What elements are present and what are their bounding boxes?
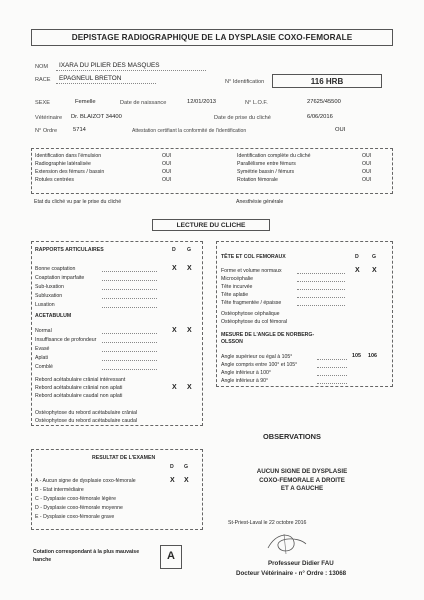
norberg-item-0: Angle supérieur ou égal à 105° xyxy=(221,354,293,360)
tete-osteo-1: Ostéophytose du col fémoral xyxy=(221,319,288,325)
attest-label: Attestation certifiant la conformité de l'identification xyxy=(132,128,247,134)
rapports-item-0-d: X xyxy=(172,265,177,272)
result-item-0-d: X xyxy=(170,477,175,484)
tete-osteo-0: Ostéophytose céphalique xyxy=(221,311,280,317)
ordre-value: 5714 xyxy=(73,127,86,133)
rapports-item-4: Luxation xyxy=(35,302,55,308)
cotation-label: Cotation correspondant à la plus mauvaise hanche xyxy=(33,549,140,563)
signer-name: Professeur Didier FAU xyxy=(268,560,334,567)
check-left-1: Radiographie latéralisée xyxy=(35,161,91,167)
attest-value: OUI xyxy=(335,127,346,133)
check-left-2: Extension des fémurs / bassin xyxy=(35,169,105,175)
tete-item-3: Tête aplatie xyxy=(221,292,249,298)
race-label: RACE xyxy=(35,77,51,83)
acetabulum-item-0-d: X xyxy=(172,327,177,334)
grade-value: A xyxy=(167,550,175,562)
lecture-heading-box xyxy=(152,219,270,231)
document-title: DEPISTAGE RADIOGRAPHIQUE DE LA DYSPLASIE COXO-FEMORALE xyxy=(71,33,353,42)
result-item-2: C - Dysplasie coxo-fémorale légère xyxy=(35,496,117,502)
acetabulum-item-0: Normal xyxy=(35,328,52,334)
rapports-item-0-g: X xyxy=(187,265,192,272)
acetabulum-item-0-g: X xyxy=(187,327,192,334)
check-right-3: Rotation fémorale xyxy=(237,177,278,183)
check-left-3-value: OUI xyxy=(162,177,172,183)
tete-item-2: Tête incurvée xyxy=(221,284,253,290)
check-left-1-value: OUI xyxy=(162,161,172,167)
lecture-left-box xyxy=(31,241,203,426)
cliche-value: 6/06/2016 xyxy=(307,114,333,120)
obs-line-2: ET A GAUCHE xyxy=(280,485,324,492)
tete-item-1: Microcéphalie xyxy=(221,276,254,282)
tete-item-0-d: X xyxy=(355,267,360,274)
rebord-item-1-d: X xyxy=(172,384,177,391)
norberg-item-1: Angle compris entre 100° et 105° xyxy=(221,362,298,368)
osteo-acet-0: Ostéophytose du rebord acétabulaire crânial xyxy=(35,410,138,416)
check-left-0-value: OUI xyxy=(162,153,172,159)
cliche-label: Date de prise du cliché xyxy=(214,115,271,121)
nom-value: IXARA DU PILIER DES MASQUES xyxy=(59,62,160,69)
checklist-box xyxy=(31,148,393,194)
dg-d: D xyxy=(172,247,176,253)
naissance-value: 12/01/2013 xyxy=(187,99,217,105)
dg-g-right: G xyxy=(372,254,377,260)
observations-text xyxy=(212,468,392,494)
result-dg-d: D xyxy=(170,464,174,470)
obs-line-1: COXO-FEMORALE A DROITE xyxy=(259,476,345,484)
norberg-item-2: Angle inférieur à 100° xyxy=(221,370,271,376)
result-item-0: A - Aucun signe de dysplasie coxo-fémorale xyxy=(35,478,136,484)
result-heading: RESULTAT DE L'EXAMEN xyxy=(92,455,156,461)
veto-label: Vétérinaire xyxy=(35,115,63,121)
result-item-4: E - Dysplasie coxo-fémorale grave xyxy=(35,514,115,520)
acetabulum-item-2: Evasé xyxy=(35,346,50,352)
check-right-2: Symétrie bassin / fémurs xyxy=(237,169,295,175)
race-value: EPAGNEUL BRETON xyxy=(59,75,122,82)
ident-value: 116 HRB xyxy=(310,77,344,86)
check-left-0: Identification dans l'émulsion xyxy=(35,153,102,159)
nom-label: NOM xyxy=(35,64,49,70)
tete-item-4: Tête fragmentée / épaisse xyxy=(221,300,282,306)
acetabulum-item-1: Insuffisance de profondeur xyxy=(35,337,97,343)
check-left-3: Rotules centrées xyxy=(35,177,74,183)
rapports-item-2: Sub-luxation xyxy=(35,284,64,290)
lecture-right-box xyxy=(216,241,393,387)
grade-box xyxy=(160,545,182,569)
osteo-acet-1: Ostéophytose du rebord acétabulaire caudal xyxy=(35,418,138,424)
rapports-item-1: Coaptation imparfaite xyxy=(35,275,85,281)
result-box xyxy=(31,449,203,530)
place-date: St-Priest-Laval le 22 octobre 2016 xyxy=(228,520,307,526)
acetabulum-heading: ACETABULUM xyxy=(35,313,72,319)
lecture-heading: LECTURE DU CLICHE xyxy=(176,221,246,229)
tete-heading: TÊTE ET COL FEMORAUX xyxy=(221,254,286,260)
check-left-2-value: OUI xyxy=(162,169,172,175)
dg-d-right: D xyxy=(355,254,359,260)
sexe-label: SEXE xyxy=(35,100,50,106)
rebord-item-1-g: X xyxy=(187,384,192,391)
check-right-1: Parallélisme entre fémurs xyxy=(237,161,296,167)
ordre-label: N° Ordre xyxy=(35,128,58,134)
sexe-value: Femelle xyxy=(75,99,96,105)
check-right-0: Identification complète du cliché xyxy=(237,153,311,159)
norberg-heading: MESURE DE L'ANGLE DE NORBERG-OLSSON xyxy=(221,332,315,345)
observations-heading: OBSERVATIONS xyxy=(263,432,321,441)
ident-label: N° Identification xyxy=(225,79,265,85)
signer-title: Docteur Vétérinaire - n° Ordre : 13068 xyxy=(236,570,347,577)
rapports-item-3: Subluxation xyxy=(35,293,63,299)
check-right-2-value: OUI xyxy=(362,169,372,175)
signature xyxy=(262,528,312,558)
rapports-heading: RAPPORTS ARTICULAIRES xyxy=(35,247,104,253)
veto-value: Dr. BLAIZOT 34400 xyxy=(71,114,122,120)
ident-box xyxy=(272,74,382,88)
check-right-3-value: OUI xyxy=(362,177,372,183)
acetabulum-item-4: Comblé xyxy=(35,364,53,370)
check-footer-right: Anesthésie générale xyxy=(236,199,284,205)
result-item-1: B - Etat intermédiaire xyxy=(35,487,84,493)
result-item-3: D - Dysplasie coxo-fémorale moyenne xyxy=(35,505,123,511)
rapports-item-0: Bonne coaptation xyxy=(35,266,76,272)
check-right-1-value: OUI xyxy=(362,161,372,167)
result-item-0-g: X xyxy=(184,477,189,484)
title-box xyxy=(31,29,393,46)
naissance-label: Date de naissance xyxy=(120,100,167,106)
rebord-item-2: Rebord acétabulaire caudal non aplati xyxy=(35,393,123,399)
norberg-item-0-g: 106 xyxy=(368,353,377,359)
norberg-item-3: Angle inférieur à 90° xyxy=(221,378,269,384)
lof-value: 27625/45500 xyxy=(307,99,341,105)
check-footer-left: Etat du cliché vu par le prise du cliché xyxy=(34,199,122,205)
check-right-0-value: OUI xyxy=(362,153,372,159)
tete-item-0: Forme et volume normaux xyxy=(221,268,282,274)
rebord-item-0: Rebord acétabulaire crânial intéressant xyxy=(35,377,126,383)
norberg-item-0-d: 105 xyxy=(352,353,361,359)
tete-item-0-g: X xyxy=(372,267,377,274)
obs-line-0: AUCUN SIGNE DE DYSPLASIE xyxy=(256,468,348,475)
rebord-item-1: Rebord acétabulaire crânial non aplati xyxy=(35,385,123,391)
dg-g: G xyxy=(187,247,192,253)
acetabulum-item-3: Aplati xyxy=(35,355,48,361)
lof-label: N° L.O.F. xyxy=(245,100,268,106)
result-dg-g: G xyxy=(184,464,189,470)
